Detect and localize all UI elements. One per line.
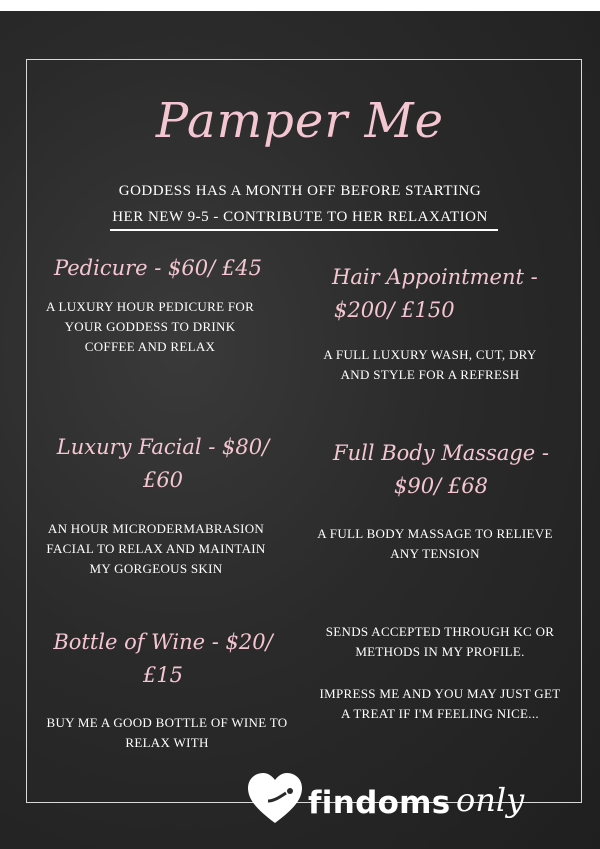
facial-description: AN HOUR MICRODERMABRASION FACIAL TO RELAX AND MAINTAIN MY GORGEOUS SKIN [46,521,266,576]
subtitle-line-2: HER NEW 9-5 - CONTRIBUTE TO HER RELAXATION [112,209,488,225]
pedicure-description: A LUXURY HOUR PEDICURE FOR YOUR GODDESS TO DRINK COFFEE AND RELAX [45,299,255,354]
subtitle-line-1: GODDESS HAS A MONTH OFF BEFORE STARTING [118,183,482,199]
hair-heading-line-1: Hair Appointment - [332,265,538,289]
massage-heading-line-1: Full Body Massage - [333,441,549,465]
wine-heading-line-2: £15 [142,662,184,687]
hair-description: A FULL LUXURY WASH, CUT, DRY AND STYLE FOR A REFRESH [323,347,537,382]
sends-note: SENDS ACCEPTED THROUGH KC OR METHODS IN MY PROFILE. [325,624,555,659]
hair-heading [310,261,592,326]
facial-heading-line-1: Luxury Facial - $80/ [56,435,270,459]
wine-description: BUY ME A GOOD BOTTLE OF WINE TO RELAX WITH [46,715,288,750]
heart-icon [246,771,304,827]
pedicure-heading: Pedicure - $60/ £45 [54,256,262,280]
logo-text-script: only [456,781,525,819]
wine-heading-line-1: Bottle of Wine - $20/ [53,630,273,654]
massage-heading-line-2: $90/ £68 [394,473,488,498]
page-title: Pamper Me [155,93,445,149]
wine-heading [38,626,288,691]
logo-text-bold: findoms [308,785,451,821]
facial-heading [38,431,288,496]
hair-heading-line-2: $200/ £150 [334,297,455,322]
poster [0,11,600,849]
impress-note: IMPRESS ME AND YOU MAY JUST GET A TREAT IF I'M FEELING NICE... [319,686,561,721]
findomsonly-logo [246,771,596,841]
massage-description: A FULL BODY MASSAGE TO RELIEVE ANY TENSION [317,526,553,561]
massage-heading [310,437,572,502]
subtitle-underline [110,229,498,231]
facial-heading-line-2: £60 [142,467,184,492]
